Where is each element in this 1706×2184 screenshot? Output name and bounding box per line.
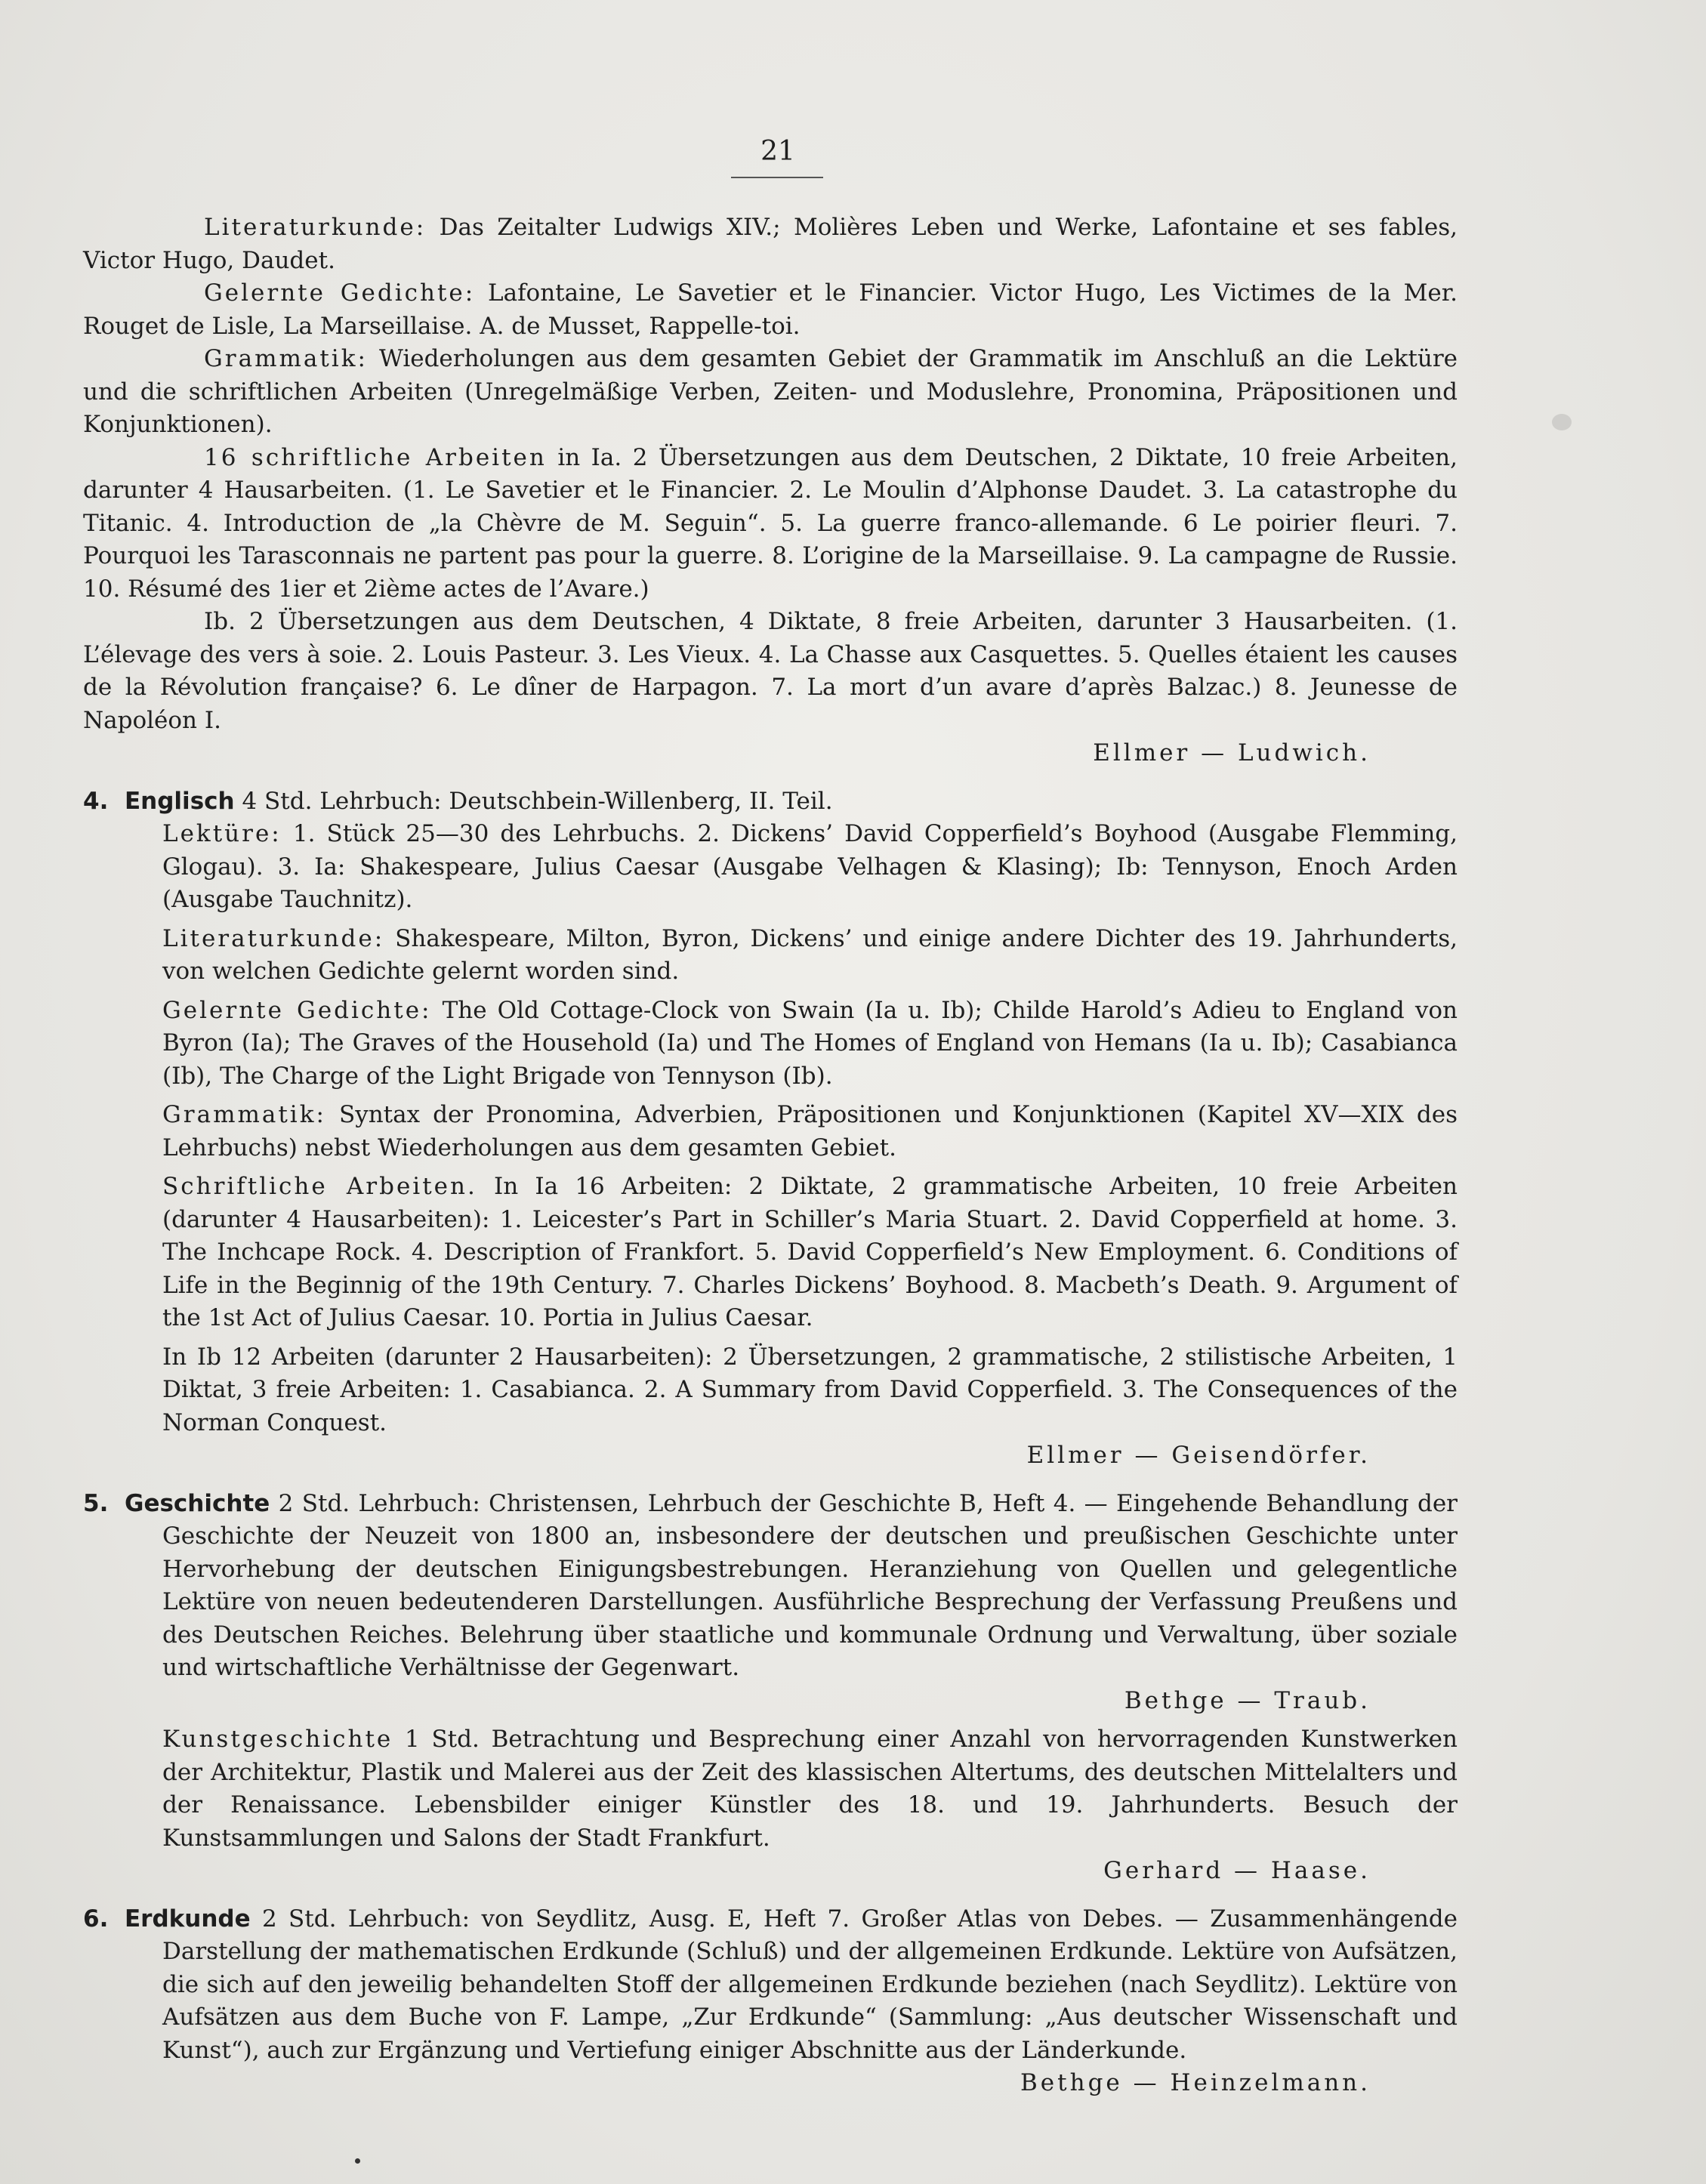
geschichte-signature: Bethge — Traub. xyxy=(1124,1686,1371,1714)
section-title: Geschichte xyxy=(125,1489,270,1517)
english-lektuere: Lektüre: 1. Stück 25—30 des Lehrbuchs. 2. Dickens’ David Copperfield’s Boyhood (Ausgabe Flemming, Glogau). 3. Ia: Shakespeare, Julius Caesar (Ausgabe Velhagen & Klasing); Ib: Tennyson, Enoch Arden (Ausgabe Tauchnitz). xyxy=(162,820,1458,913)
page-body xyxy=(83,211,1458,2100)
english-schriftliche-arbeiten: Schriftliche Arbeiten. In Ia 16 Arbeiten: 2 Diktate, 2 grammatische Arbeiten, 10 freie Arbeiten (darunter 4 Hausarbeiten): 1. Leicester’s Part in Schiller’s Maria Stuart. 2. David Copperfield at home. 3. The Inchcape Rock. 4. Description of Frankfort. 5. David Copperfield’s New Employment. 6. Conditions of Life in the Beginnig of the 19th Century. 7. Charles Dickens’ Boyhood. 8. Macbeth’s Death. 9. Argument of the 1st Act of Julius Caesar. 10. Portia in Julius Caesar. xyxy=(162,1173,1458,1331)
section-english: 4. Englisch 4 Std. Lehrbuch: Deutschbein-Willenberg, II. Teil. xyxy=(83,785,1458,819)
french-grammatik: Grammatik: Wiederholungen aus dem gesamten Gebiet der Grammatik im Anschluß an die Lektüre und die schriftlichen Arbeiten (Unregelmäßige Verben, Zeiten- und Moduslehre, Pronomina, Präpositionen und Konjunktionen). xyxy=(83,345,1458,438)
french-signature: Ellmer — Ludwich. xyxy=(1093,739,1371,767)
section-number: 6. xyxy=(83,1905,109,1933)
erdkunde-signature: Bethge — Heinzelmann. xyxy=(1020,2069,1371,2096)
section-number: 5. xyxy=(83,1489,109,1517)
english-gedichte: Gelernte Gedichte: The Old Cottage-Clock von Swain (Ia u. Ib); Childe Harold’s Adieu to England von Byron (Ia); The Graves of the Household (Ia) und The Homes of England von Hemans (Ia u. Ib); Casabianca (Ib), The Charge of the Light Brigade von Tennyson (Ib). xyxy=(162,996,1458,1090)
kunstgeschichte-body xyxy=(83,1723,1458,1855)
page-number-rule xyxy=(731,177,823,178)
french-arbeiten-ia: 16 schriftliche Arbeiten in Ia. 2 Übersetzungen aus dem Deutschen, 2 Diktate, 10 freie Arbeiten, darunter 4 Hausarbeiten. (1. Le Savetier et le Financier. 2. Le Moulin d’Alphonse Daudet. 3. La catastrophe du Titanic. 4. Introduction de „la Chèvre de M. Seguin“. 5. La guerre franco-allemande. 6 Le poirier fleuri. 7. Pourquoi les Tarasconnais ne partent pas pour la guerre. 8. L’origine de la Marseillaise. 9. La campagne de Russie. 10. Résumé des 1ier et 2ième actes de l’Avare.) xyxy=(83,443,1458,603)
english-signature: Ellmer — Geisendörfer. xyxy=(1026,1442,1371,1469)
paper-speck xyxy=(1552,414,1572,430)
french-literaturkunde: Literaturkunde: Das Zeitalter Ludwigs XIV.; Molières Leben und Werke, Lafontaine et ses fables, Victor Hugo, Daudet. xyxy=(83,214,1458,274)
english-arbeiten-ib: In Ib 12 Arbeiten (darunter 2 Hausarbeiten): 2 Übersetzungen, 2 grammatische, 2 stilistische Arbeiten, 1 Diktat, 3 freie Arbeiten: 1. Casabianca. 2. A Summary from David Copperfield. 3. The Consequences of the Norman Conquest. xyxy=(162,1343,1458,1436)
page-number: 21 xyxy=(760,136,795,167)
english-body xyxy=(83,818,1458,1439)
kunstgeschichte-signature: Gerhard — Haase. xyxy=(1103,1857,1371,1884)
section-erdkunde: 6. Erdkunde 2 Std. Lehrbuch: von Seydlitz, Ausg. E, Heft 7. Großer Atlas von Debes. — Zusammenhängende Darstellung der mathematischen Erdkunde (Schluß) und der allgemeinen Erdkunde. Lektüre von Aufsätzen, die sich auf den jeweilig behandelten Stoff der allgemeinen Erdkunde beziehen (nach Seydlitz). Lektüre von Aufsätzen aus dem Buche von F. Lampe, „Zur Erdkunde“ (Sammlung: „Aus deutscher Wissenschaft und Kunst“), auch zur Ergänzung und Vertiefung einiger Abschnitte aus der Länderkunde. xyxy=(83,1903,1458,2068)
french-gedichte: Gelernte Gedichte: Lafontaine, Le Savetier et le Financier. Victor Hugo, Les Victimes de la Mer. Rouget de Lisle, La Marseillaise. A. de Musset, Rappelle-toi. xyxy=(83,279,1458,340)
french-arbeiten-ib: Ib. 2 Übersetzungen aus dem Deutschen, 4 Diktate, 8 freie Arbeiten, darunter 3 Hausarbeiten. (1. L’élevage des vers à soie. 2. Louis Pasteur. 3. Les Vieux. 4. La Chasse aux Casquettes. 5. Quelles étaient les causes de la Révolution française? 6. Le dîner de Harpagon. 7. La mort d’un avare d’après Balzac.) 8. Jeunesse de Napoléon I. xyxy=(83,608,1458,734)
kunstgeschichte: Kunstgeschichte 1 Std. Betrachtung und Besprechung einer Anzahl von hervorragenden Kunstwerken der Architektur, Plastik und Malerei aus der Zeit des klassischen Altertums, des deutschen Mittelalters und der Renaissance. Lebensbilder einiger Künstler des 18. und 19. Jahrhunderts. Besuch der Kunstsammlungen und Salons der Stadt Frankfurt. xyxy=(162,1726,1458,1852)
english-literaturkunde: Literaturkunde: Shakespeare, Milton, Byron, Dickens’ und einige andere Dichter des 19. Jahrhunderts, von welchen Gedichte gelernt worden sind. xyxy=(162,924,1458,985)
section-geschichte: 5. Geschichte 2 Std. Lehrbuch: Christensen, Lehrbuch der Geschichte B, Heft 4. — Eingehende Behandlung der Geschichte der Neuzeit von 1800 an, insbesondere der deutschen und preußischen Geschichte unter Hervorhebung der deutschen Einigungsbestrebungen. Heranziehung von Quellen und gelegentliche Lektüre von neuen bedeutenderen Darstellungen. Ausführliche Besprechung der Verfassung Preußens und des Deutschen Reiches. Belehrung über staatliche und kommunale Ordnung und Verwaltung, über soziale und wirtschaftliche Verhältnisse der Gegenwart. xyxy=(83,1488,1458,1685)
section-title: Erdkunde xyxy=(125,1905,251,1933)
section-title: Englisch xyxy=(125,787,235,815)
ink-dot xyxy=(355,2158,360,2164)
section-number: 4. xyxy=(83,787,109,815)
english-grammatik: Grammatik: Syntax der Pronomina, Adverbien, Präpositionen und Konjunktionen (Kapitel XV—XIX des Lehrbuchs) nebst Wiederholungen aus dem gesamten Gebiet. xyxy=(162,1101,1458,1161)
